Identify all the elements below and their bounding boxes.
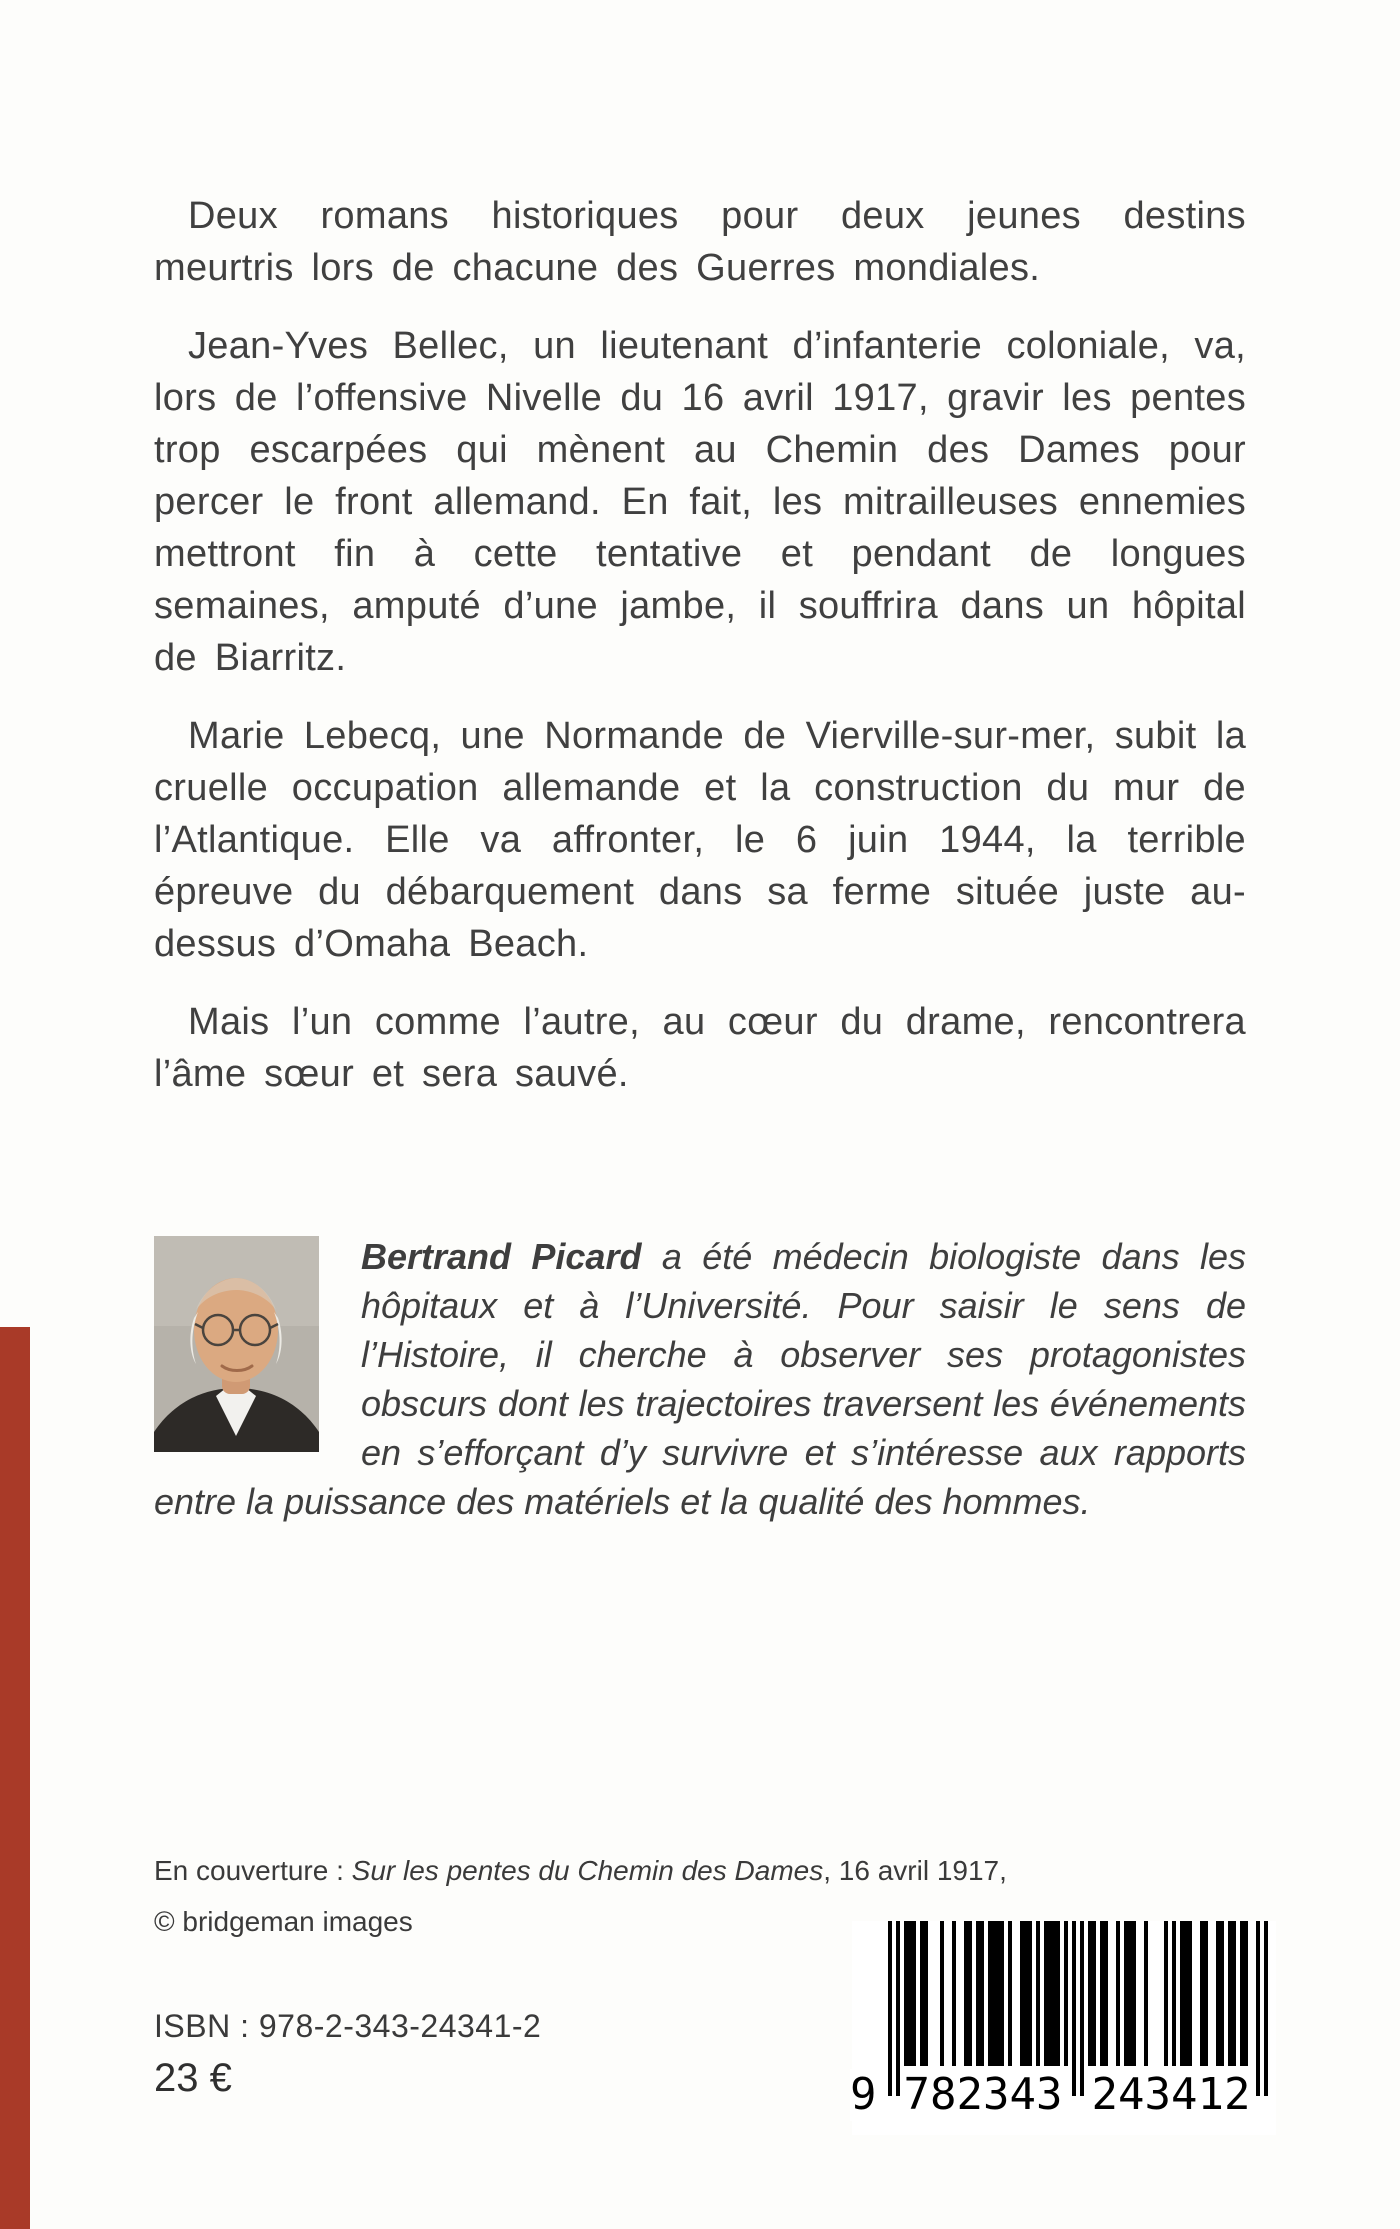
cover-credit-line-1 bbox=[154, 1845, 1154, 1896]
cover-credit-prefix: En couverture : bbox=[154, 1855, 352, 1886]
barcode bbox=[852, 1921, 1276, 2135]
bio-text: a été médecin biologiste dans les hôpitaux et à l’Université. Pour saisir le sens de l’Histoire, il cherche à observer ses protagonistes obscurs dont les trajectoires traversent les événements en s’efforçant d’y survivre et s’intéresse aux rapports entre la puissance des matériels et la qualité des hommes. bbox=[154, 1236, 1247, 1522]
barcode-digit-first: 9 bbox=[850, 2069, 877, 2120]
isbn-text: ISBN : 978-2-343-24341-2 bbox=[154, 2008, 542, 2044]
author-name: Bertrand Picard bbox=[361, 1236, 642, 1277]
author-photo bbox=[154, 1236, 319, 1452]
synopsis-paragraph-3: Marie Lebecq, une Normande de Vierville-sur-mer, subit la cruelle occupation allemande et la construction du mur de l’Atlantique. Elle va affronter, le 6 juin 1944, la terrible épreuve du débarquement dans sa ferme située juste au-dessus d’Omaha Beach. bbox=[154, 715, 1246, 965]
barcode-digits-right: 243412 bbox=[1088, 2069, 1254, 2121]
artwork-title: Sur les pentes du Chemin des Dames bbox=[351, 1855, 824, 1886]
synopsis-paragraph-2: Jean-Yves Bellec, un lieutenant d’infanterie coloniale, va, lors de l’offensive Nivelle du 16 avril 1917, gravir les pentes trop escarpées qui mènent au Chemin des Dames pour percer le front allemand. En fait, les mitrailleuses ennemies mettront fin à cette tentative et pendant de longues semaines, amputé d’une jambe, il souffrira dans un hôpital de Biarritz. bbox=[154, 325, 1246, 679]
synopsis bbox=[154, 190, 1246, 1126]
synopsis-paragraph-1: Deux romans historiques pour deux jeunes destins meurtris lors de chacune des Guerres mondiales. bbox=[154, 195, 1246, 289]
cover-credit-suffix: , 16 avril 1917, bbox=[823, 1855, 1007, 1886]
price-text: 23 € bbox=[154, 2056, 232, 2100]
synopsis-paragraph-4: Mais l’un comme l’autre, au cœur du drame, rencontrera l’âme sœur et sera sauvé. bbox=[154, 1001, 1246, 1095]
spine-stripe bbox=[0, 1327, 30, 2229]
cover-credit-line-2: © bridgeman images bbox=[154, 1906, 413, 1937]
barcode-digits-left: 782343 bbox=[900, 2069, 1066, 2121]
author-bio bbox=[154, 1232, 1246, 1526]
